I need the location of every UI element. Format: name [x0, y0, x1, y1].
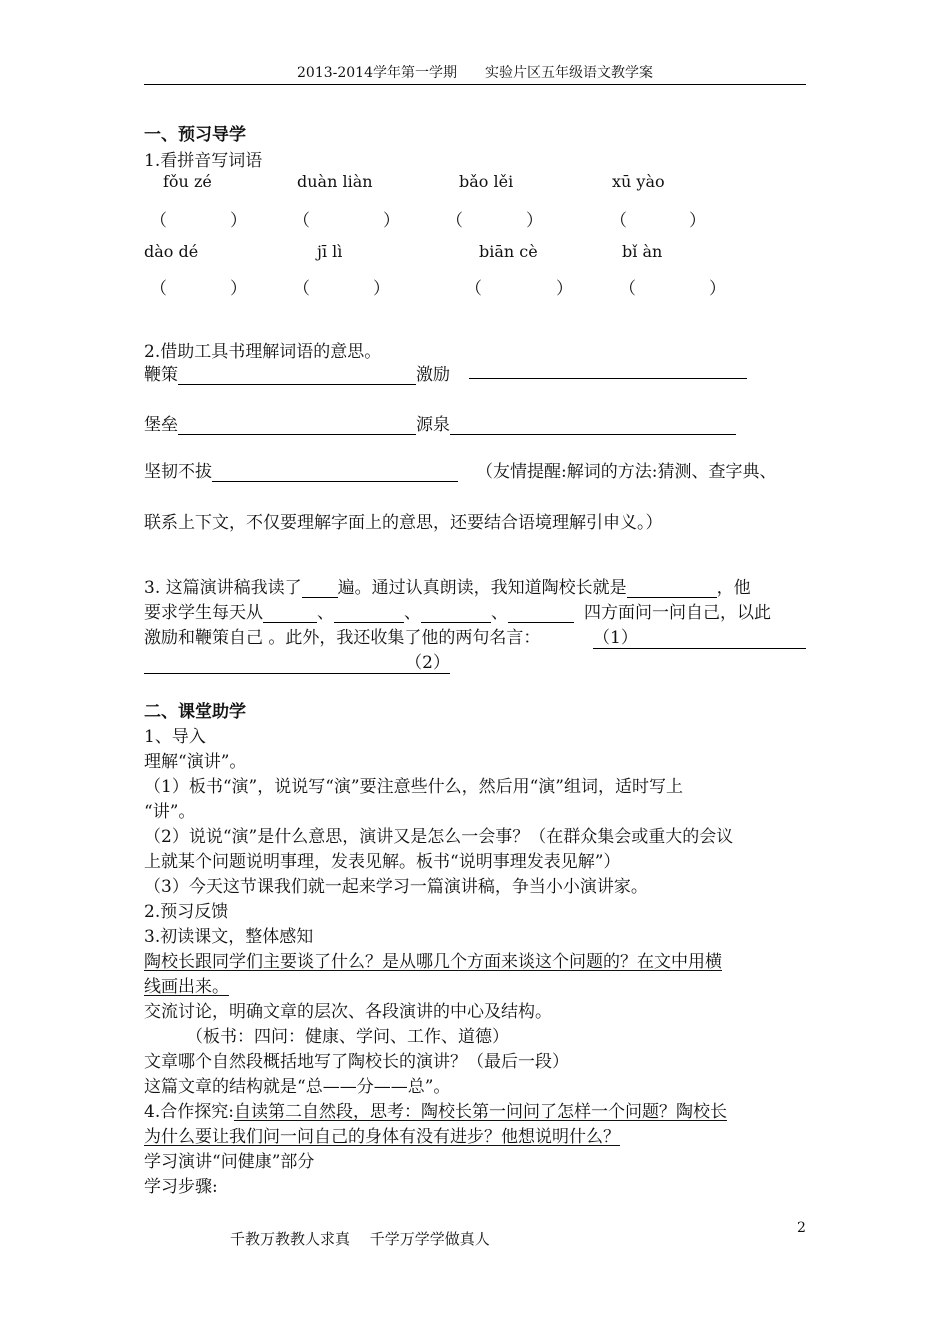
pinyin-item: fǒu zé [163, 172, 212, 191]
vocab-word: 堡垒 [144, 415, 178, 435]
tip-text: （友情提醒:解词的方法:猜测、查字典、 [476, 462, 777, 482]
underlined-question: 为什么要让我们问一问自己的身体有没有进步？他想说明什么？ [144, 1127, 620, 1147]
answer-blank[interactable] [627, 579, 717, 598]
body-line: 学习步骤: [144, 1177, 218, 1197]
pinyin-item: xū yào [612, 172, 665, 191]
q4-label: 4.合作探究: [144, 1102, 234, 1122]
tip-text: 联系上下文，不仅要理解字面上的意思，还要结合语境理解引申义。） [144, 513, 663, 533]
answer-blank[interactable] [178, 366, 416, 385]
answer-paren-open: （ [610, 211, 627, 231]
answer-blank[interactable] [450, 416, 736, 435]
vocab-word: 鞭策 [144, 365, 178, 385]
page-number: 2 [797, 1220, 806, 1236]
answer-blank[interactable] [302, 579, 338, 598]
q3-text: 遍。通过认真朗读，我知道陶校长就是 [337, 578, 627, 598]
answer-paren-close: ） [709, 279, 726, 299]
answer-blank[interactable] [263, 604, 317, 623]
body-line: 文章哪个自然段概括地写了陶校长的演讲？（最后一段） [144, 1052, 569, 1072]
body-line: 理解“演讲”。 [144, 752, 247, 772]
answer-paren-open: （ [293, 211, 310, 231]
body-line: 这篇文章的结构就是“总——分——总”。 [144, 1077, 451, 1097]
footer-motto: 千教万教教人求真 千学万学学做真人 [230, 1230, 490, 1248]
answer-paren-open: （ [619, 279, 636, 299]
answer-blank[interactable] [212, 463, 458, 482]
q3-text: 3. 这篇演讲稿我读了 [144, 578, 302, 598]
quote-label: （2） [405, 653, 450, 673]
section1-heading: 一、预习导学 [144, 125, 246, 145]
quote-blank-1[interactable] [593, 623, 806, 649]
vocab-word: 激励 [416, 365, 450, 385]
page-header: 2013-2014学年第一学期 实验片区五年级语文教学案 [297, 65, 653, 81]
answer-blank[interactable] [421, 604, 491, 623]
quote-label: （1） [593, 628, 638, 648]
answer-paren-open: （ [446, 211, 463, 231]
answer-blank[interactable] [508, 604, 574, 623]
answer-blank[interactable] [178, 416, 416, 435]
underlined-question: 线画出来。 [144, 977, 229, 997]
pinyin-item: biān cè [479, 242, 538, 261]
q2-title: 2.借助工具书理解词语的意思。 [144, 342, 382, 362]
body-line: 3.初读课文，整体感知 [144, 927, 314, 947]
body-line: （2）说说“演”是什么意思，演讲又是怎么一会事？（在群众集会或重大的会议 [144, 827, 734, 847]
answer-paren-close: ） [556, 279, 573, 299]
pinyin-item: duàn liàn [297, 172, 373, 191]
body-line: 上就某个问题说明事理，发表见解。板书“说明事理发表见解”） [144, 852, 621, 872]
answer-blank[interactable] [469, 378, 747, 379]
pinyin-item: dào dé [144, 242, 199, 261]
answer-blank[interactable] [334, 604, 404, 623]
answer-paren-close: ） [373, 279, 390, 299]
q1-title: 1.看拼音写词语 [144, 151, 263, 171]
pinyin-item: bǐ àn [622, 242, 663, 261]
answer-paren-open: （ [293, 279, 310, 299]
answer-paren-close: ） [689, 211, 706, 231]
answer-paren-close: ） [383, 211, 400, 231]
vocab-word: 源泉 [416, 415, 450, 435]
body-line: 交流讨论，明确文章的层次、各段演讲的中心及结构。 [144, 1002, 552, 1022]
header-rule [144, 84, 806, 85]
body-line: 1、导入 [144, 727, 206, 747]
separator: 、 [491, 603, 508, 623]
answer-paren-close: ） [526, 211, 543, 231]
answer-paren-close: ） [230, 211, 247, 231]
body-line: （3）今天这节课我们就一起来学习一篇演讲稿，争当小小演讲家。 [144, 877, 648, 897]
q3-text: 激励和鞭策自己 。此外，我还收集了他的两句名言： [144, 628, 541, 648]
body-line: “讲”。 [144, 802, 196, 822]
answer-paren-open: （ [150, 211, 167, 231]
quote-blank-2[interactable] [144, 648, 450, 674]
body-line: （1）板书“演”，说说写“演”要注意些什么，然后用“演”组词，适时写上 [144, 777, 683, 797]
separator: 、 [317, 603, 334, 623]
underlined-question: 陶校长跟同学们主要谈了什么？是从哪几个方面来谈这个问题的？在文中用横 [144, 952, 722, 972]
q3-text: 四方面问一问自己，以此 [584, 603, 771, 623]
separator: 、 [404, 603, 421, 623]
body-line: 学习演讲“问健康”部分 [144, 1152, 315, 1172]
q3-text: ，他 [716, 578, 751, 598]
underlined-question: 自读第二自然段，思考：陶校长第一问问了怎样一个问题？陶校长 [233, 1102, 727, 1122]
q3-text: 要求学生每天从 [144, 603, 263, 623]
answer-paren-open: （ [150, 279, 167, 299]
answer-paren-close: ） [230, 279, 247, 299]
pinyin-item: jī lì [317, 242, 343, 261]
body-line: 2.预习反馈 [144, 902, 229, 922]
answer-paren-open: （ [465, 279, 482, 299]
blackboard-note: （板书：四问：健康、学问、工作、道德） [186, 1027, 509, 1047]
section2-heading: 二、课堂助学 [144, 702, 246, 722]
vocab-word: 坚韧不拔 [144, 462, 212, 482]
pinyin-item: bǎo lěi [459, 172, 514, 191]
